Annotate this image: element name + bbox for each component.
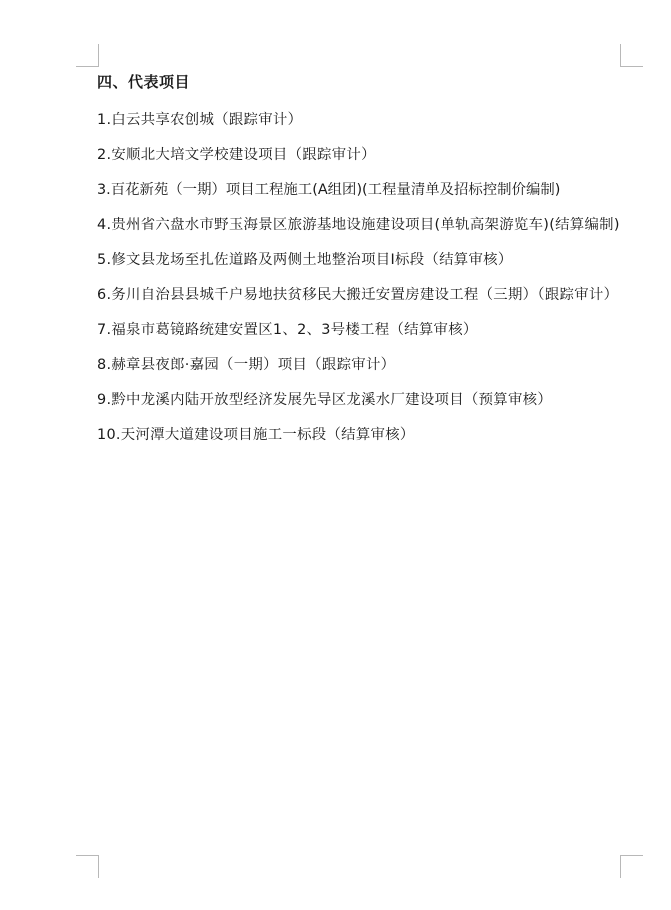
project-item-9: 9.黔中龙溪内陆开放型经济发展先导区龙溪水厂建设项目（预算审核） bbox=[97, 392, 553, 408]
project-item-10: 10.天河潭大道建设项目施工一标段（结算审核） bbox=[97, 427, 415, 443]
document-body[interactable] bbox=[97, 68, 625, 453]
page-corner-mark-top-left bbox=[76, 44, 99, 67]
page-corner-mark-bottom-left bbox=[76, 855, 99, 878]
page-corner-mark-bottom-right bbox=[620, 855, 643, 878]
project-item-6: 6.务川自治县县城千户易地扶贫移民大搬迁安置房建设工程（三期）（跟踪审计） bbox=[97, 287, 619, 303]
project-item-2: 2.安顺北大培文学校建设项目（跟踪审计） bbox=[97, 147, 376, 163]
project-item-1: 1.白云共享农创城（跟踪审计） bbox=[97, 112, 303, 128]
project-item-5: 5.修文县龙场至扎佐道路及两侧土地整治项目Ⅰ标段（结算审核） bbox=[97, 252, 513, 268]
project-item-8: 8.赫章县夜郎·嘉园（一期）项目（跟踪审计） bbox=[97, 357, 396, 373]
project-item-3: 3.百花新苑（一期）项目工程施工(A组团)(工程量清单及招标控制价编制) bbox=[97, 182, 561, 198]
page-corner-mark-top-right bbox=[620, 44, 643, 67]
section-heading: 四、代表项目 bbox=[97, 73, 191, 91]
project-item-7: 7.福泉市葛镜路统建安置区1、2、3号楼工程（结算审核） bbox=[97, 322, 478, 338]
project-item-4: 4.贵州省六盘水市野玉海景区旅游基地设施建设项目(单轨高架游览车)(结算编制) bbox=[97, 217, 620, 233]
project-list bbox=[97, 103, 625, 453]
